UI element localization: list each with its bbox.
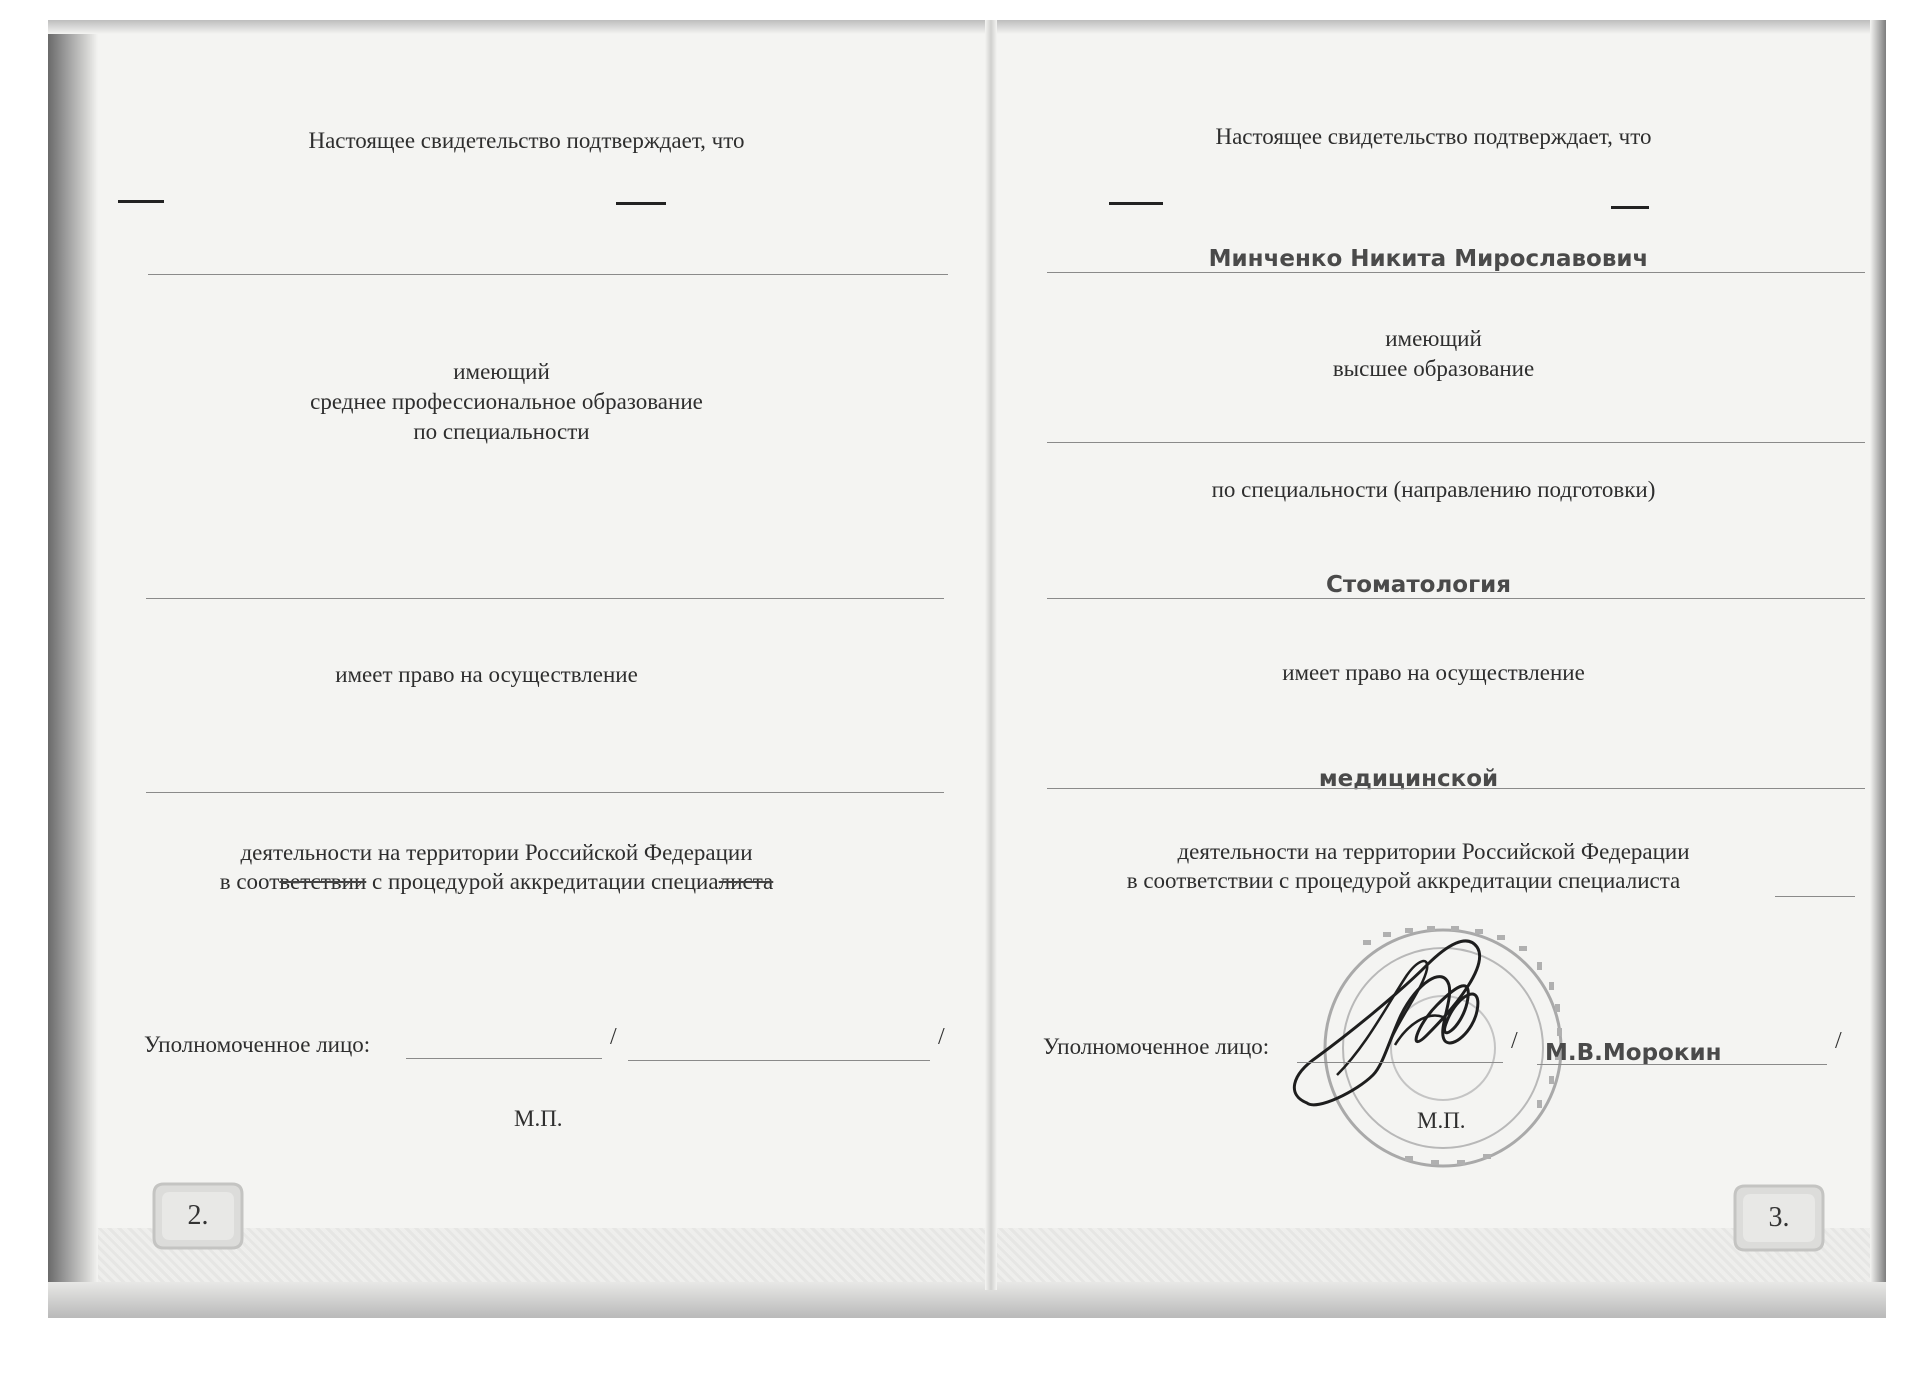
specialty-value: Стоматология [1325, 572, 1511, 598]
redaction-mark [616, 202, 666, 205]
stamp-place: М.П. [1417, 1108, 1466, 1133]
activity-line [1047, 788, 1865, 789]
left-page [98, 20, 985, 1280]
separator-slash: / [610, 1024, 617, 1050]
accordance-text: в соответствии с процедурой аккредитации специалиста [1126, 868, 1681, 893]
accordance-text: в соответствии с процедурой аккредитации специалиста [219, 869, 774, 894]
signer-name-line [1537, 1064, 1827, 1065]
center-fold [985, 20, 997, 1290]
activity-line [146, 792, 944, 793]
holder-name: Минченко Никита Мирославович [1208, 246, 1649, 272]
specialty-label: по специальности (направлению подготовки) [1211, 477, 1656, 502]
separator-slash: / [1511, 1028, 1518, 1054]
having-text: имеющий [453, 359, 550, 384]
education-text: среднее профессиональное образование [310, 389, 703, 414]
signer-name-line [628, 1060, 930, 1061]
having-text: имеющий [1385, 326, 1482, 351]
signature-line [406, 1058, 602, 1059]
territory-text: деятельности на территории Российской Федерации [1177, 839, 1690, 864]
redaction-mark [1611, 206, 1649, 209]
scan-shadow-right [1870, 20, 1886, 1318]
right-text: имеет право на осуществление [335, 662, 638, 687]
activity-value: медицинской [1318, 766, 1499, 792]
specialty-line [146, 598, 944, 599]
redaction-mark [1109, 202, 1163, 205]
holder-name-line [1047, 272, 1865, 273]
page-number-badge [1731, 1182, 1827, 1254]
signer-name: М.В.Морокин [1545, 1040, 1722, 1066]
separator-slash: / [1835, 1028, 1842, 1054]
signature-icon [1277, 925, 1507, 1115]
holder-name-line [148, 274, 948, 275]
specialty-label: по специальности [413, 419, 590, 444]
intro-text: Настоящее свидетельство подтверждает, что [308, 128, 745, 153]
page-number: 3. [1768, 1202, 1790, 1233]
specialty-line [1047, 598, 1865, 599]
stamp-place: М.П. [514, 1106, 563, 1131]
page-number: 2. [187, 1200, 209, 1231]
accordance-line [1775, 896, 1855, 897]
right-page [997, 20, 1870, 1280]
separator-slash: / [938, 1024, 945, 1050]
authorized-label: Уполномоченное лицо: [1043, 1034, 1270, 1059]
intro-text: Настоящее свидетельство подтверждает, что [1215, 124, 1652, 149]
right-text: имеет право на осуществление [1282, 660, 1585, 685]
scan-shadow-bottom [48, 1282, 1886, 1318]
signature-line [1297, 1062, 1503, 1063]
territory-text: деятельности на территории Российской Федерации [240, 840, 753, 865]
education-line [1047, 442, 1865, 443]
scan-shadow-left [48, 20, 98, 1318]
authorized-label: Уполномоченное лицо: [144, 1032, 371, 1057]
education-text: высшее образование [1332, 356, 1535, 381]
page-number-badge [150, 1180, 246, 1252]
redaction-mark [118, 200, 164, 203]
